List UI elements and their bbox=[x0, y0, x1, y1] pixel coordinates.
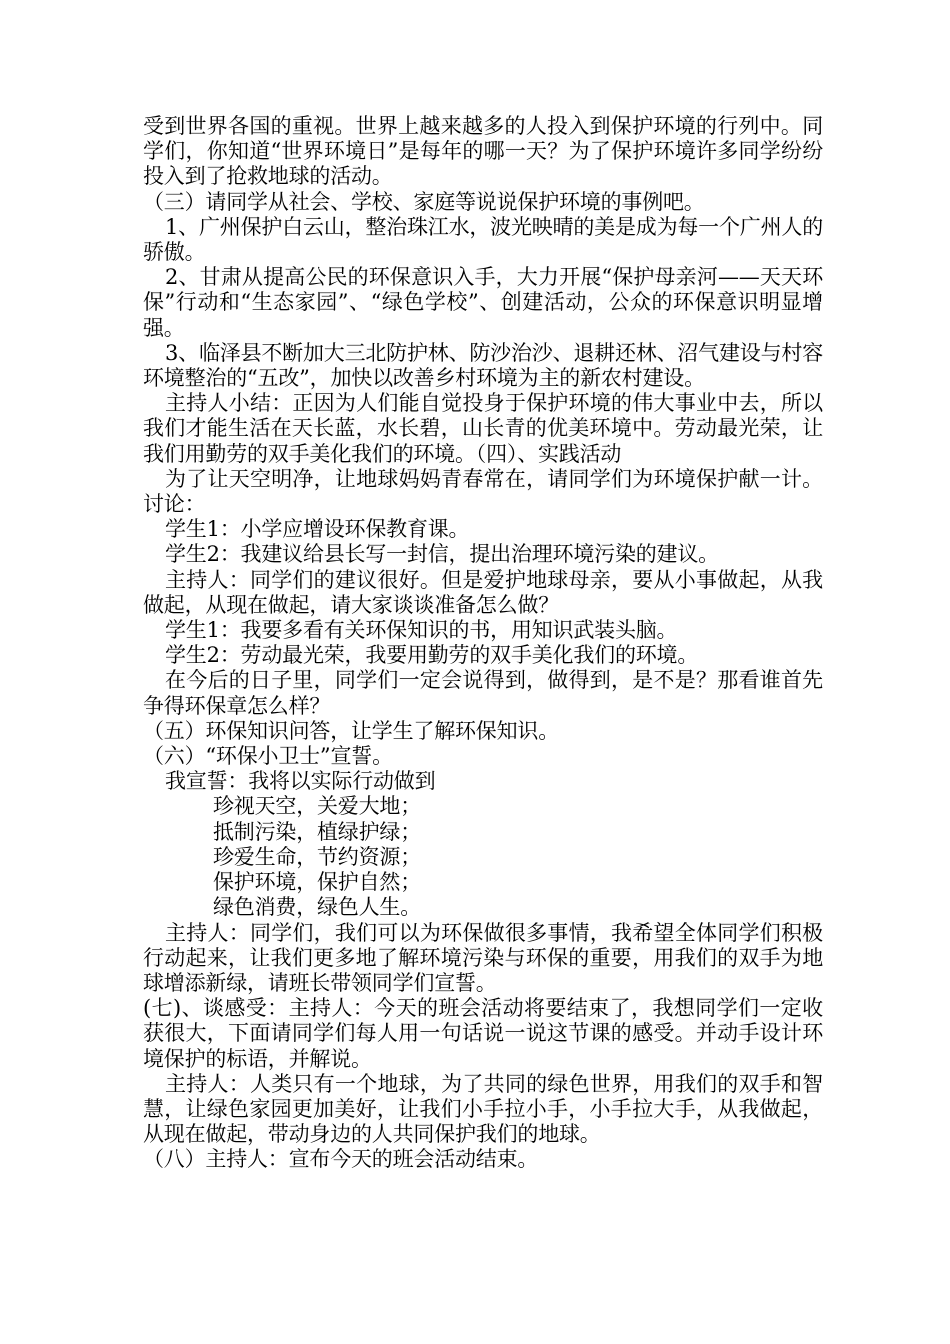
future-prompt: 在今后的日子里，同学们一定会说得到，做得到，是不是？那看谁首先争得环保章怎么样？ bbox=[143, 668, 823, 718]
host-closing-remarks: 主持人：人类只有一个地球，为了共同的绿色世界，用我们的双手和智慧，让绿色家园更加美好，让我们小手拉小手，小手拉大手，从我做起，从现在做起，带动身边的人共同保护我们的地球。 bbox=[143, 1071, 823, 1147]
document-body bbox=[143, 114, 823, 1173]
section-heading-5: （五）环保知识问答，让学生了解环保知识。 bbox=[143, 718, 559, 743]
host-response: 主持人：同学们的建议很好。但是爱护地球母亲，要从小事做起，从我做起，从现在做起，请大家谈谈准备怎么做？ bbox=[143, 567, 823, 617]
student-1-suggestion: 学生1：小学应增设环保教育课。 bbox=[165, 517, 470, 542]
oath-line: 绿色消费，绿色人生。 bbox=[213, 895, 421, 920]
oath-line: 抵制污染，植绿护绿； bbox=[213, 819, 421, 844]
example-1: 1、广州保护白云山，整治珠江水，波光映晴的美是成为每一个广州人的骄傲。 bbox=[143, 214, 823, 265]
student-2-suggestion: 学生2：我建议给县长写一封信，提出治理环境污染的建议。 bbox=[165, 542, 719, 567]
host-call-to-action: 主持人：同学们，我们可以为环保做很多事情，我希望全体同学们积极行动起来，让我们更多地了解环境污染与环保的重要，用我们的双手为地球增添新绿，请班长带领同学们宣誓。 bbox=[143, 920, 823, 995]
host-summary: 主持人小结：正因为人们能自觉投身于保护环境的伟大事业中去，所以我们才能生活在天长蓝，水长碧，山长青的优美环境中。劳动最光荣，让我们用勤劳的双手美化我们的环境。（四）、实践活动 bbox=[143, 391, 823, 466]
example-3: 3、临泽县不断加大三北防护林、防沙治沙、退耕还林、沼气建设与村容环境整治的“五改”，加快以改善乡村环境为主的新农村建设。 bbox=[143, 340, 823, 391]
oath-intro: 我宣誓：我将以实际行动做到 bbox=[165, 769, 436, 794]
section-heading-6: （六）“环保小卫士”宣誓。 bbox=[143, 744, 393, 769]
paragraph-intro: 受到世界各国的重视。世界上越来越多的人投入到保护环境的行列中。同学们，你知道“世界环境日”是每年的哪一天？为了保护环境许多同学纷纷投入到了抢救地球的活动。 bbox=[143, 114, 823, 189]
section-heading-7: (七)、谈感受：主持人：今天的班会活动将要结束了，我想同学们一定收获很大，下面请同学们每人用一句话说一说这节课的感受。并动手设计环境保护的标语，并解说。 bbox=[143, 996, 823, 1071]
oath-line: 珍视天空，关爱大地； bbox=[213, 794, 421, 819]
discussion-prompt: 为了让天空明净，让地球妈妈青春常在，请同学们为环境保护献一计。讨论： bbox=[143, 466, 823, 517]
section-heading-3: （三）请同学从社会、学校、家庭等说说保护环境的事例吧。 bbox=[143, 189, 705, 214]
student-1-plan: 学生1：我要多看有关环保知识的书，用知识武装头脑。 bbox=[165, 618, 678, 643]
oath-line: 保护环境，保护自然； bbox=[213, 870, 421, 895]
oath-line: 珍爱生命，节约资源； bbox=[213, 844, 421, 869]
example-2: 2、甘肃从提高公民的环保意识入手，大力开展“保护母亲河——天天环保”行动和“生态家园”、“绿色学校”、创建活动，公众的环保意识明显增强。 bbox=[143, 265, 823, 340]
student-2-plan: 学生2：劳动最光荣，我要用勤劳的双手美化我们的环境。 bbox=[165, 643, 699, 668]
section-heading-8: （八）主持人：宣布今天的班会活动结束。 bbox=[143, 1147, 539, 1172]
